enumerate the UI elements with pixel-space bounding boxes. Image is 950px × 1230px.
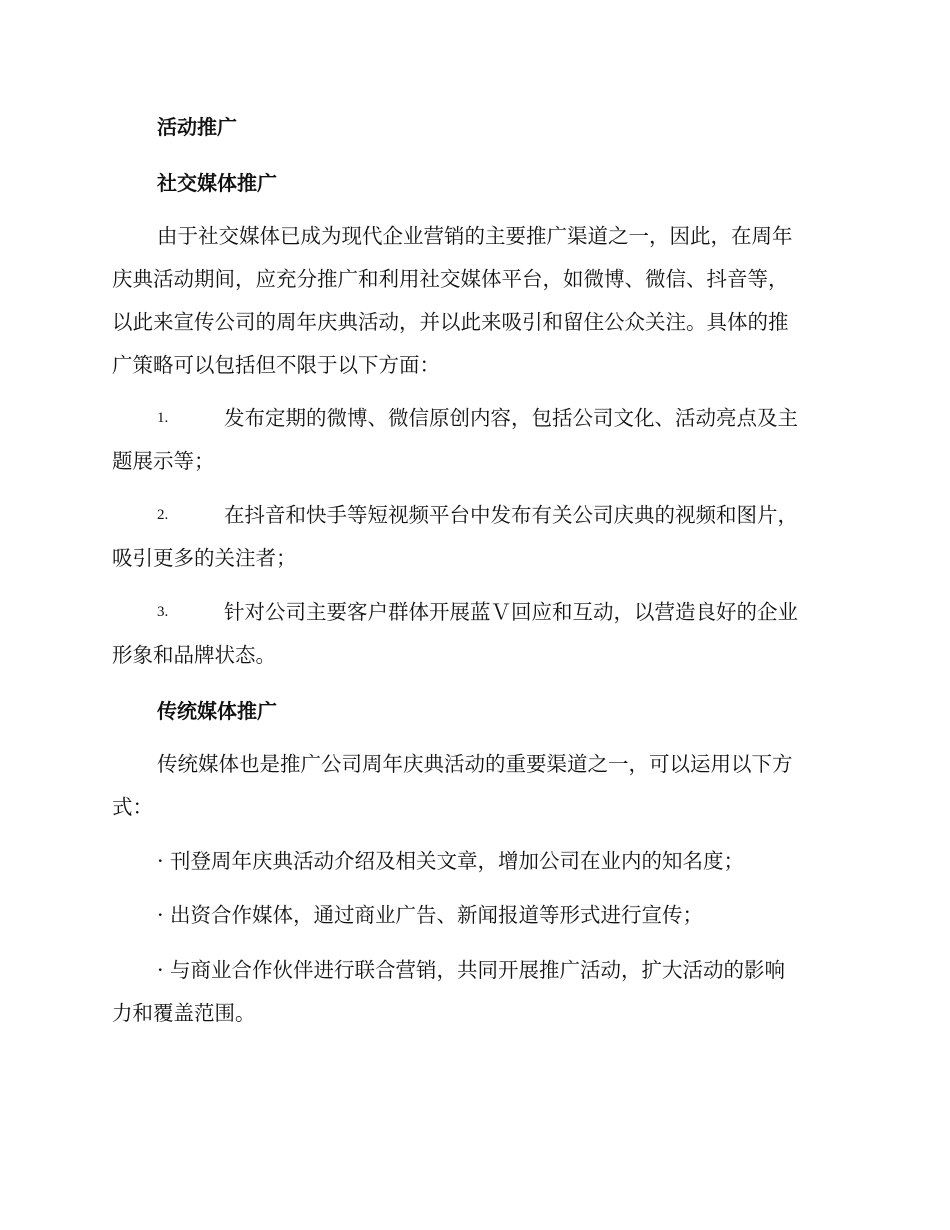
numbered-list-item	[112, 591, 838, 677]
list-item-number: 3.	[157, 604, 169, 620]
list-item-line: 发布定期的微博、微信原创内容，包括公司文化、活动亮点及主	[224, 406, 798, 430]
social-media-intro-paragraph	[112, 215, 838, 387]
list-item-line: · 出资合作媒体，通过商业广告、新闻报道等形式进行宣传；	[157, 903, 704, 927]
list-item-line: 针对公司主要客户群体开展蓝Ｖ回应和互动，以营造良好的企业	[224, 600, 798, 624]
numbered-list-item	[112, 397, 838, 483]
list-item-line: 在抖音和快手等短视频平台中发布有关公司庆典的视频和图片，	[224, 503, 798, 527]
list-item-number: 2.	[157, 507, 169, 523]
list-item-line: 题展示等；	[112, 449, 215, 473]
paragraph-line: 传统媒体也是推广公司周年庆典活动的重要渠道之一，可以运用以下方	[157, 752, 793, 776]
paragraph-line: 由于社交媒体已成为现代企业营销的主要推广渠道之一，因此，在周年	[157, 224, 793, 248]
list-item-line: 力和覆盖范围。	[112, 1001, 256, 1025]
section-heading-activity-promotion: 活动推广	[157, 115, 237, 139]
list-item-number: 1.	[157, 410, 169, 426]
subsection-heading-traditional-media: 传统媒体推广	[157, 699, 277, 723]
subsection-heading-social-media: 社交媒体推广	[157, 171, 277, 195]
paragraph-line: 广策略可以包括但不限于以下方面：	[112, 353, 440, 377]
list-item-line: 形象和品牌状态。	[112, 643, 276, 667]
list-item-line: · 刊登周年庆典活动介绍及相关文章，增加公司在业内的知名度；	[157, 849, 745, 873]
paragraph-line: 式：	[112, 795, 153, 819]
bullet-list-item	[112, 894, 838, 937]
traditional-media-intro-paragraph	[112, 743, 838, 829]
bullet-list-item	[112, 840, 838, 883]
list-item-line: 吸引更多的关注者；	[112, 546, 297, 570]
list-item-line: · 与商业合作伙伴进行联合营销，共同开展推广活动，扩大活动的影响	[157, 958, 786, 982]
paragraph-line: 以此来宣传公司的周年庆典活动，并以此来吸引和留住公众关注。具体的推	[112, 310, 789, 334]
numbered-list-item	[112, 494, 838, 580]
bullet-list-item	[112, 949, 838, 1035]
paragraph-line: 庆典活动期间，应充分推广和利用社交媒体平台，如微博、微信、抖音等，	[112, 267, 789, 291]
